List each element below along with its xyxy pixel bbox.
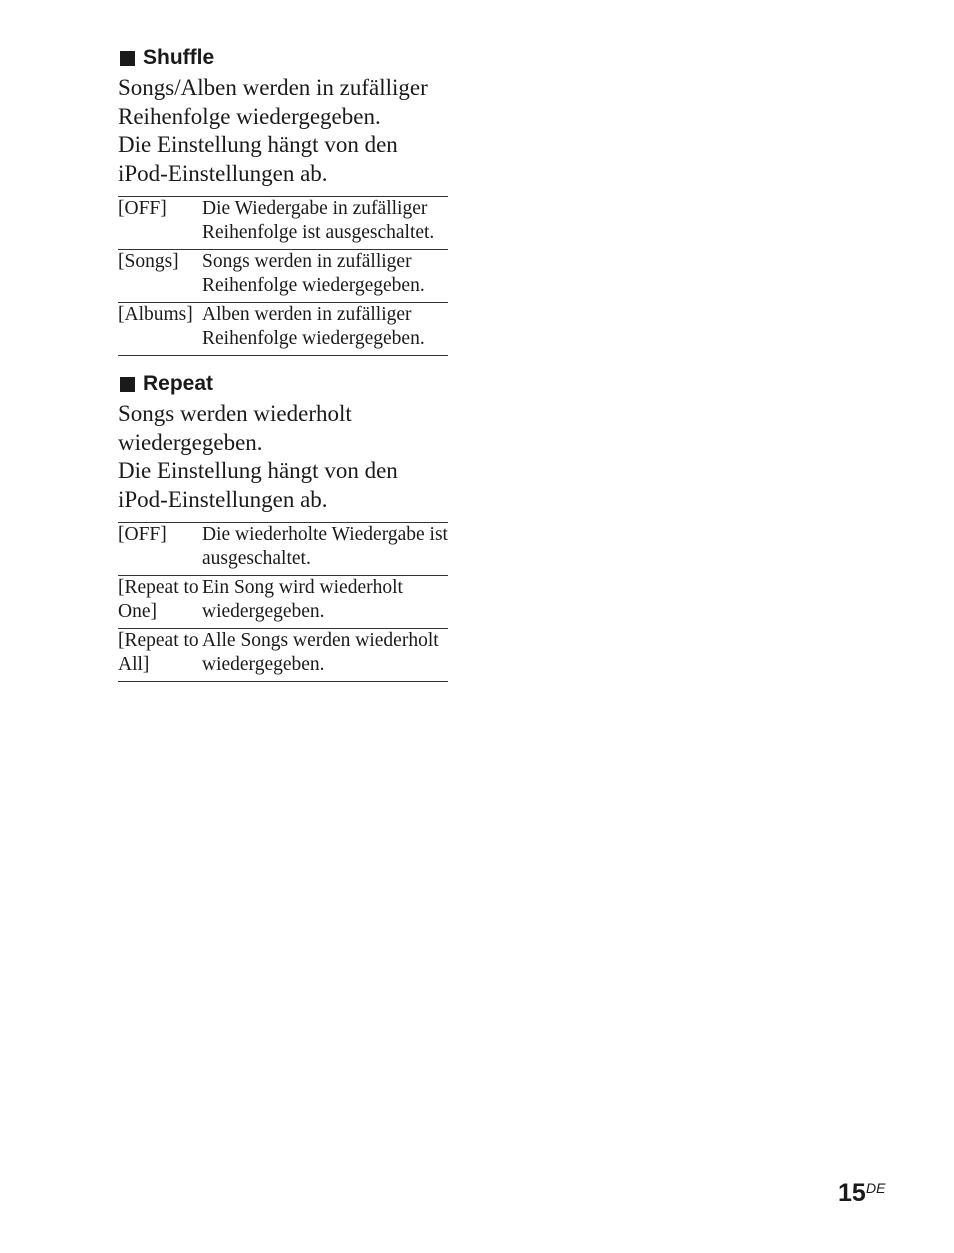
table-row (118, 523, 448, 576)
section-heading-text: Repeat (143, 372, 214, 395)
section-heading (118, 44, 448, 72)
table-row (118, 576, 448, 629)
options-table (118, 522, 448, 682)
description-paragraph: Songs/Alben werden in zufälliger Reihenfolge wiedergegeben. (118, 75, 428, 129)
option-key: [Repeat to All] (118, 630, 199, 675)
section-description (118, 400, 448, 514)
section-heading (118, 370, 448, 398)
option-description: Ein Song wird wiederholt wiedergegeben. (202, 577, 403, 622)
table-row (118, 250, 448, 303)
section-heading-text: Shuffle (143, 46, 215, 69)
option-key: [OFF] (118, 198, 167, 219)
options-table (118, 196, 448, 356)
description-paragraph: Die Einstellung hängt von den iPod-Einstellungen ab. (118, 458, 398, 512)
content-column (118, 44, 448, 682)
option-description: Alle Songs werden wiederholt wiedergegeben. (202, 630, 439, 675)
description-paragraph: Songs werden wiederholt wiedergegeben. (118, 401, 352, 455)
page-language-suffix: DE (866, 1180, 886, 1196)
option-key: [OFF] (118, 524, 167, 545)
table-row (118, 197, 448, 250)
section-description (118, 74, 448, 188)
description-paragraph: Die Einstellung hängt von den iPod-Einstellungen ab. (118, 132, 398, 186)
option-description: Die Wiedergabe in zufälliger Reihenfolge ist ausgeschaltet. (202, 198, 435, 243)
page-number: 15 (838, 1179, 866, 1207)
option-key: [Songs] (118, 251, 179, 272)
table-row (118, 629, 448, 682)
shuffle-section (118, 44, 448, 356)
black-square-icon (120, 51, 135, 66)
option-description: Die wiederholte Wiedergabe ist ausgeschaltet. (202, 524, 448, 569)
black-square-icon (120, 377, 135, 392)
option-description: Alben werden in zufälliger Reihenfolge wiedergegeben. (202, 304, 425, 349)
repeat-section (118, 370, 448, 682)
option-key: [Albums] (118, 304, 193, 325)
option-description: Songs werden in zufälliger Reihenfolge wiedergegeben. (202, 251, 425, 296)
option-key: [Repeat to One] (118, 577, 199, 622)
table-row (118, 303, 448, 356)
